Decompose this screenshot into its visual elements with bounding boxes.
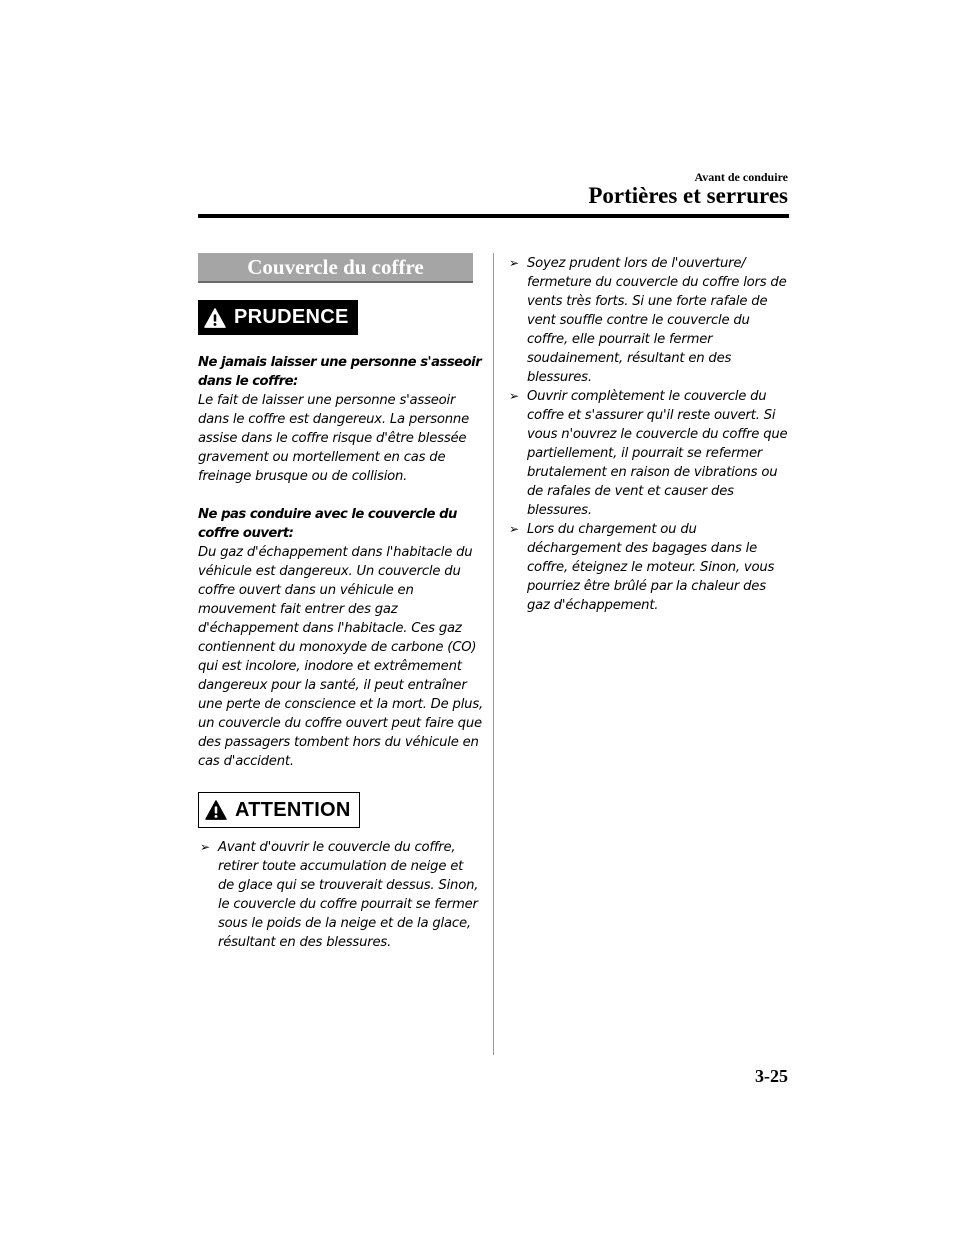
warning-triangle-icon [204, 307, 226, 329]
prudence-item [198, 505, 483, 771]
caution-list-item-text: Lors du chargement ou du déchargement des bagages dans le coffre, éteignez le moteur. Sinon, vous pourriez être brûlé par la chaleur des gaz d'échappement. [527, 522, 775, 613]
prudence-badge [198, 300, 358, 335]
caution-list-item [507, 520, 792, 615]
page-number: 3-25 [755, 1066, 788, 1086]
arrow-bullet-icon: ➢ [200, 840, 210, 854]
arrow-bullet-icon: ➢ [509, 389, 519, 403]
attention-item [198, 838, 483, 952]
arrow-bullet-icon: ➢ [509, 256, 519, 270]
prudence-item-body: Du gaz d'échappement dans l'habitacle du véhicule est dangereux. Un couvercle du coffre ouvert dans un véhicule en mouvement fait entrer des gaz d'échappement dans l'habitacle. Ces gaz contiennent du monoxyde de carbone (CO) qui est incolore, inodore et extrêmement dangereux pour la santé, il peut entraîner une perte de conscience et la mort. De plus, un couvercle du coffre ouvert peut faire que des passagers tombent hors du véhicule en cas d'accident. [198, 545, 483, 769]
column-divider [493, 253, 494, 1055]
caution-list-item-text: Ouvrir complètement le couvercle du coffre et s'assurer qu'il reste ouvert. Si vous n'ouvrez le couvercle du coffre que partiellement, il pourrait se refermer brutalement en raison de vibrations ou de rafales de vent et causer des blessures. [527, 389, 788, 518]
attention-content [198, 838, 483, 952]
attention-label: ATTENTION [235, 798, 351, 821]
section-title-banner: Couvercle du coffre [198, 253, 473, 283]
warning-triangle-icon [205, 799, 227, 821]
caution-list-item-text: Soyez prudent lors de l'ouverture/ fermeture du couvercle du coffre lors de vents très forts. Si une forte rafale de vent souffle contre le couvercle du coffre, elle pourrait le fermer soudainement, résultant en des blessures. [527, 256, 787, 385]
right-column-content [507, 254, 792, 615]
prudence-label: PRUDENCE [234, 306, 349, 328]
arrow-bullet-icon: ➢ [509, 522, 519, 536]
header-rule [198, 214, 789, 218]
prudence-item-body: Le fait de laisser une personne s'asseoir dans le coffre est dangereux. La personne assise dans le coffre risque d'être blessée gravement ou mortellement en cas de freinage brusque ou de collision. [198, 393, 469, 484]
prudence-content [198, 353, 483, 790]
caution-list-item [507, 254, 792, 387]
prudence-item [198, 353, 483, 486]
attention-item-text: Avant d'ouvrir le couvercle du coffre, retirer toute accumulation de neige et de glace qui se trouverait dessus. Sinon, le couvercle du coffre pourrait se fermer sous le poids de la neige et de la glace, résultant en des blessures. [218, 840, 479, 950]
prudence-item-heading: Ne pas conduire avec le couvercle du coffre ouvert: [198, 507, 457, 541]
section-heading: Portières et serrures [588, 183, 788, 208]
caution-list-item [507, 387, 792, 520]
chapter-label: Avant de conduire [694, 170, 788, 184]
prudence-item-heading: Ne jamais laisser une personne s'asseoir dans le coffre: [198, 355, 482, 389]
attention-badge [198, 792, 360, 828]
